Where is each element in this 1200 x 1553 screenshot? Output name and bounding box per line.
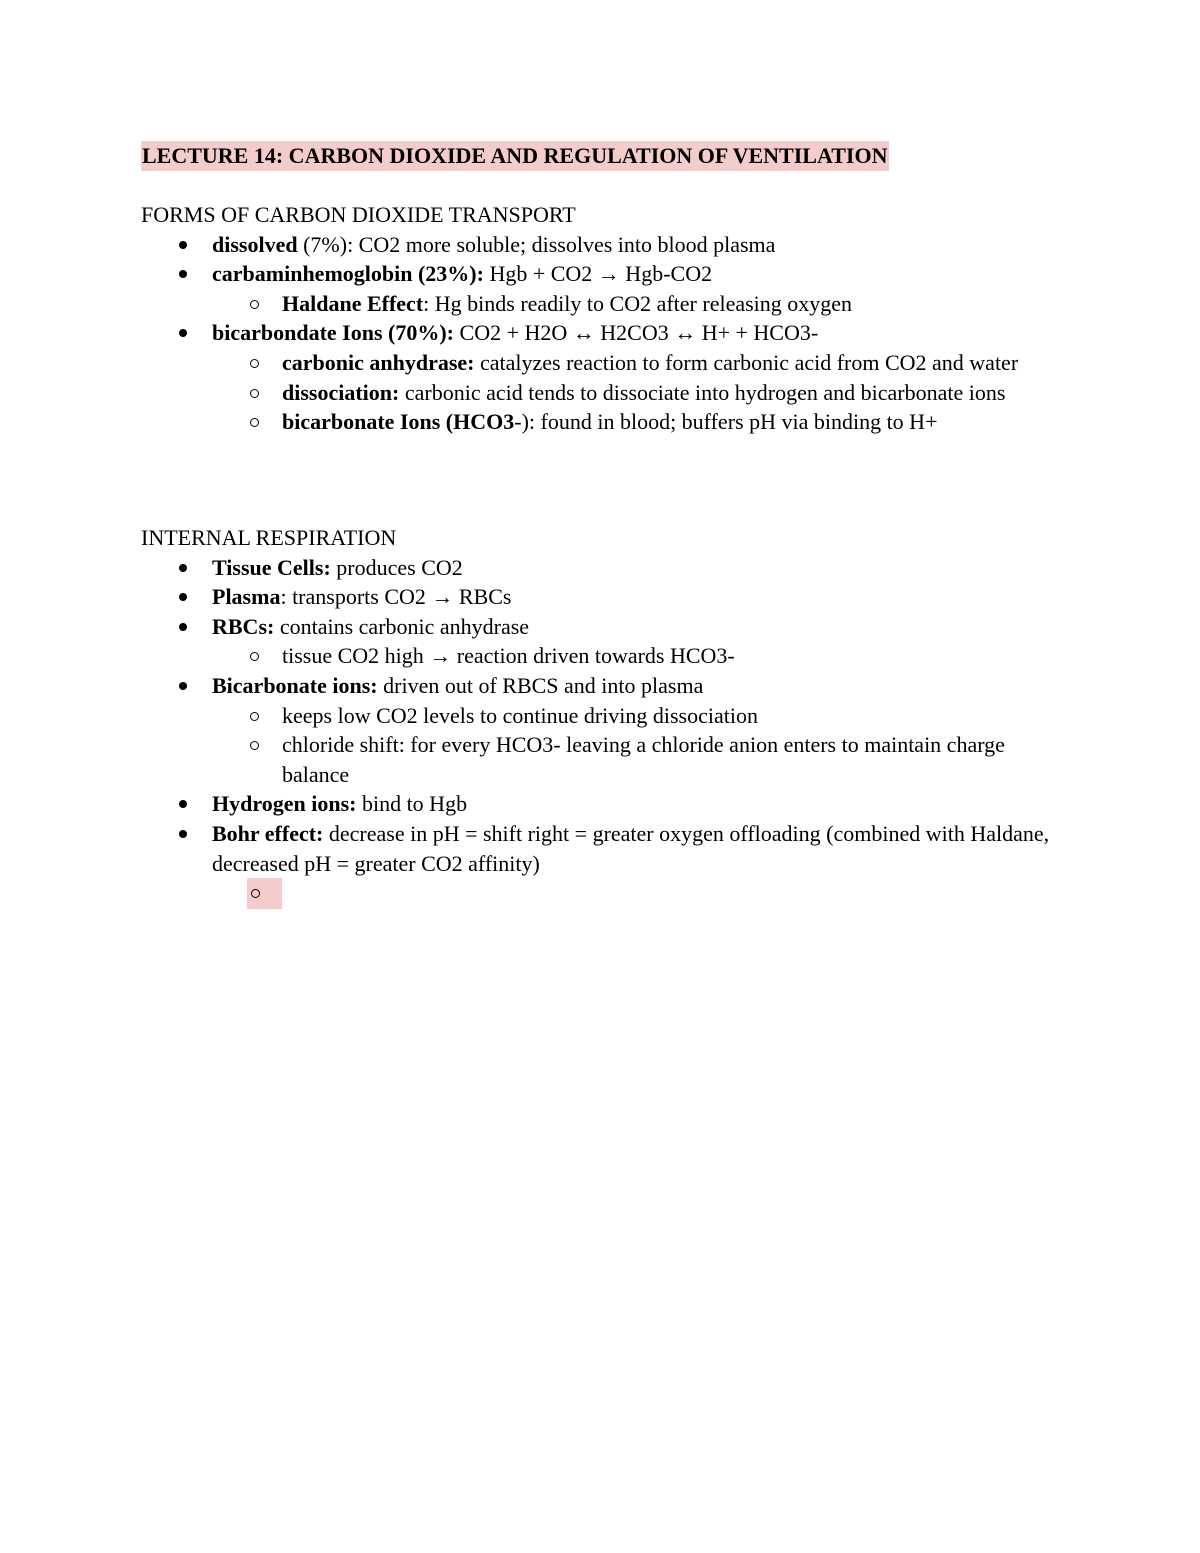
list-item bbox=[141, 671, 1061, 701]
list-item-term: carbonic anhydrase: bbox=[282, 349, 475, 375]
list-item-term: bicarbonate Ions (HCO3 bbox=[282, 409, 515, 435]
list-item-term: RBCs: bbox=[212, 613, 275, 639]
list-item bbox=[141, 318, 1061, 348]
list-item bbox=[141, 819, 1061, 878]
list-item bbox=[141, 641, 1061, 671]
section-co2-transport bbox=[141, 200, 1061, 437]
list-item bbox=[141, 289, 1061, 319]
list-item-text: CO2 + H2O ↔ H2CO3 ↔ H+ + HCO3- bbox=[454, 320, 819, 346]
list-item bbox=[141, 789, 1061, 819]
list-item-term: Plasma bbox=[212, 584, 281, 610]
list-item-text: tissue CO2 high → reaction driven towards HCO3- bbox=[282, 643, 735, 669]
list-item bbox=[141, 612, 1061, 642]
list-item-term: carbaminhemoglobin (23%): bbox=[212, 261, 484, 287]
page-title: LECTURE 14: CARBON DIOXIDE AND REGULATION OF VENTILATION bbox=[141, 141, 889, 171]
list-item bbox=[141, 730, 1061, 789]
list-item-text: bind to Hgb bbox=[356, 791, 468, 817]
list-item-text: keeps low CO2 levels to continue driving dissociation bbox=[282, 702, 758, 728]
list-item-text: carbonic acid tends to dissociate into hydrogen and bicarbonate ions bbox=[399, 379, 1006, 405]
list-item-text: -): found in blood; buffers pH via binding to H+ bbox=[514, 409, 938, 435]
list-item-term: Tissue Cells: bbox=[212, 554, 331, 580]
list-item-term: Haldane Effect bbox=[282, 290, 424, 316]
list-item-text: contains carbonic anhydrase bbox=[274, 613, 530, 639]
list-item-text: catalyzes reaction to form carbonic acid from CO2 and water bbox=[474, 349, 1019, 375]
list-item-empty bbox=[141, 878, 1061, 908]
list-item bbox=[141, 553, 1061, 583]
list-item bbox=[141, 378, 1061, 408]
list-item-term: dissociation: bbox=[282, 379, 400, 405]
list-item-text: Hgb + CO2 → Hgb-CO2 bbox=[483, 261, 713, 287]
list-item bbox=[141, 701, 1061, 731]
list-item bbox=[141, 582, 1061, 612]
highlighted-bullet bbox=[247, 878, 282, 909]
section-heading: INTERNAL RESPIRATION bbox=[141, 525, 397, 550]
section-heading: FORMS OF CARBON DIOXIDE TRANSPORT bbox=[141, 202, 576, 227]
list-item-term: dissolved bbox=[212, 231, 298, 257]
section-internal-respiration bbox=[141, 523, 1061, 908]
list-item-text: decrease in pH = shift right = greater oxygen offloading (combined with Haldane, decreased pH = greater CO2 affinity) bbox=[212, 820, 1050, 876]
list-item-text: driven out of RBCS and into plasma bbox=[377, 672, 704, 698]
list-item bbox=[141, 230, 1061, 260]
list-item-term: Bicarbonate ions: bbox=[212, 672, 378, 698]
list-item-term: bicarbondate Ions (70%): bbox=[212, 320, 455, 346]
list-item-text: : transports CO2 → RBCs bbox=[280, 584, 512, 610]
list-item-text: produces CO2 bbox=[330, 554, 463, 580]
list-item-text: chloride shift: for every HCO3- leaving a chloride anion enters to maintain charge balance bbox=[282, 732, 1005, 787]
list-item bbox=[141, 407, 1061, 437]
list-item-term: Bohr effect: bbox=[212, 820, 324, 846]
title-block bbox=[141, 141, 889, 171]
list-item-text: : Hg binds readily to CO2 after releasing oxygen bbox=[423, 290, 853, 316]
list-item bbox=[141, 348, 1061, 378]
list-item bbox=[141, 259, 1061, 289]
list-item-term: Hydrogen ions: bbox=[212, 791, 357, 817]
list-item-text: (7%): CO2 more soluble; dissolves into blood plasma bbox=[297, 231, 776, 257]
